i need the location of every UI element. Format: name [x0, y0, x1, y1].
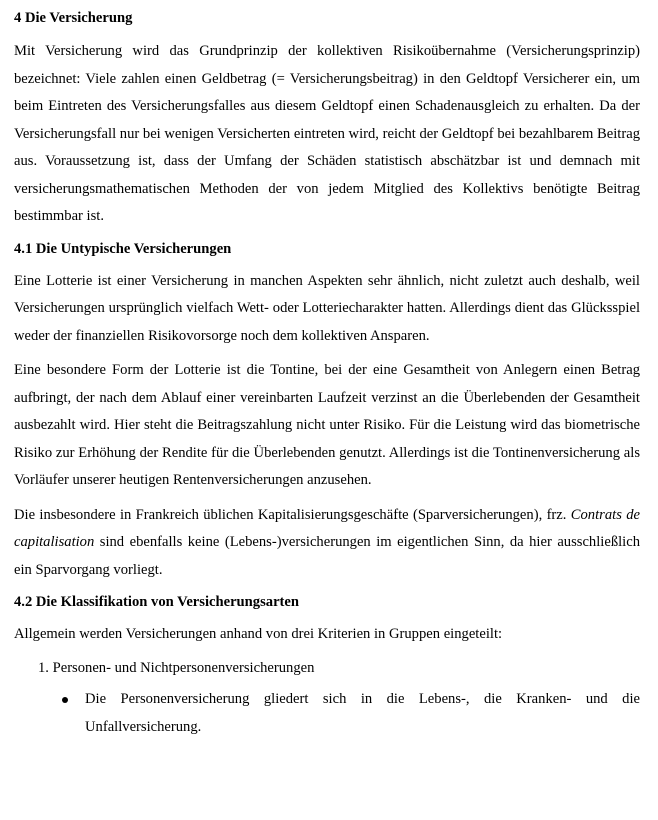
numbered-list-item-1: 1. Personen- und Nichtpersonenversicherungen	[38, 659, 315, 676]
document-page	[14, 6, 640, 741]
paragraph-text-end: sind ebenfalls keine (Lebens-)versicherungen im eigentlichen Sinn, da hier ausschließlich ein Sparvorgang vorliegt.	[14, 534, 640, 578]
italic-term: Contrats de capitalisation	[14, 506, 641, 550]
bullet-icon	[62, 697, 68, 703]
section-4-1-paragraph-lotterie: Eine Lotterie ist einer Versicherung in manchen Aspekten sehr ähnlich, nicht zuletzt auch deshalb, weil Versicherungen ursprünglich vielfach Wett- oder Lotteriecharakter hatten. Allerdings dient das Glücksspiel weder der finanziellen Risikovorsorge noch dem kollektiven Ansparen.	[14, 272, 640, 344]
section-4-paragraph: Mit Versicherung wird das Grundprinzip der kollektiven Risikoübernahme (Versicherungsprinzip) bezeichnet: Viele zahlen einen Geldbetrag (= Versicherungsbeitrag) in den Geldtopf Versicherer ein, um beim Eintreten des Versicherungsfalles aus diesem Geldtopf einen Schadenausgleich zu erhalten. Da der Versicherungsfall nur bei wenigen Versicherten eintreten wird, reicht der Geldtopf bei bezahlbarem Beitrag aus. Voraussetzung ist, dass der Umfang der Schäden statistisch abschätzbar ist und demnach mit versicherungsmathematischen Methoden der von jedem Mitglied des Kollektivs benötigte Beitrag bestimmbar ist.	[14, 43, 640, 224]
paragraph-text-start: Die insbesondere in Frankreich üblichen Kapitalisierungsgeschäfte (Sparversicherungen), frz.	[14, 506, 571, 523]
bullet-text: Die Personenversicherung gliedert sich in die Lebens-, die Kranken- und die Unfallversicherung.	[85, 691, 640, 735]
section-4-1-paragraph-tontine: Eine besondere Form der Lotterie ist die Tontine, bei der eine Gesamtheit von Anlegern einen Betrag aufbringt, der nach dem Ablauf einer vereinbarten Laufzeit verzinst an die Überlebenden der Gesamtheit ausbezahlt wird. Hier steht die Beitragszahlung nicht unter Risiko. Für die Leistung wird das biometrische Risiko zur Erhöhung der Rendite für die Überlebenden genutzt. Allerdings ist die Tontinenversicherung als Vorläufer unserer heutigen Rentenversicherungen anzusehen.	[14, 362, 640, 488]
section-heading-4: 4 Die Versicherung	[14, 10, 133, 26]
section-heading-4-1: 4.1 Die Untypische Versicherungen	[14, 240, 232, 257]
section-4-1-paragraph-kapitalisierung	[14, 502, 640, 585]
bullet-list-item	[85, 686, 640, 741]
section-heading-4-2: 4.2 Die Klassifikation von Versicherungsarten	[14, 594, 299, 610]
section-4-2-intro: Allgemein werden Versicherungen anhand von drei Kriterien in Gruppen eingeteilt:	[14, 626, 503, 642]
